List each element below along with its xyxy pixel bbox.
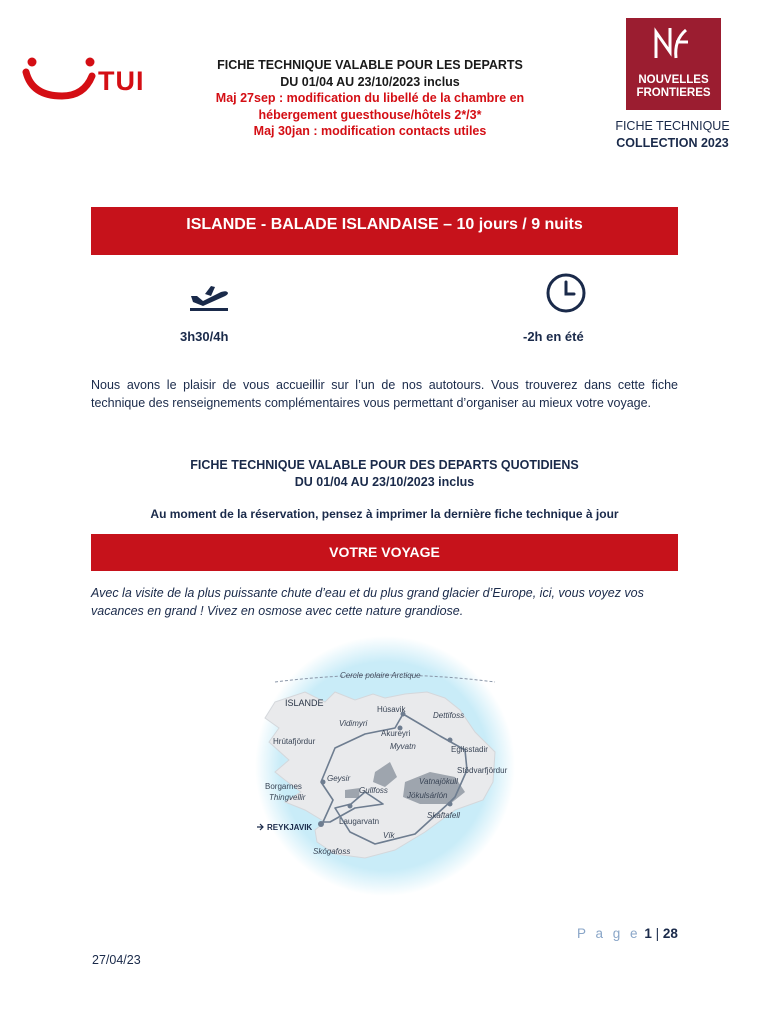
- header-line1: FICHE TECHNIQUE VALABLE POUR LES DEPARTS: [217, 58, 523, 72]
- label-husavik: Húsavik: [377, 705, 406, 714]
- label-gullfoss: Gullfoss: [359, 786, 388, 795]
- page-label: P a g e: [577, 926, 641, 941]
- label-stodvarfjordur: Stödvarfjördur: [457, 766, 508, 775]
- intro-paragraph: Nous avons le plaisir de vous accueillir sur l’un de nos autotours. Vous trouverez dans cette fiche technique des renseignements complémentaires vous permettant d’organiser au mieux votre voyage.: [91, 378, 678, 410]
- label-skaftafell: Skaftafell: [427, 811, 460, 820]
- header-block: [180, 57, 560, 140]
- label-jokulsarlon: Jökulsárlón: [407, 791, 448, 800]
- label-reykjavik: REYKJAVIK: [267, 823, 313, 832]
- stop-egilsstadir: [448, 738, 453, 743]
- collection-label: COLLECTION 2023: [616, 136, 729, 150]
- document-date: 27/04/23: [92, 953, 141, 967]
- page-separator: |: [655, 926, 663, 941]
- label-egilsstadir: Egilsstadir: [451, 745, 488, 754]
- arctic-circle-label: Cercle polaire Arctique: [340, 671, 421, 680]
- label-vidimyri: Vidimyri: [339, 719, 368, 728]
- label-geysir: Geysir: [327, 774, 351, 783]
- stop-skaftafell: [448, 802, 453, 807]
- nf-brand-line2: FRONTIERES: [636, 87, 711, 99]
- stop-gullfoss: [348, 804, 353, 809]
- update-note-1b: hébergement guesthouse/hôtels 2*/3*: [258, 107, 482, 122]
- trip-title: ISLANDE - BALADE ISLANDAISE – 10 jours / 9 nuits: [186, 216, 583, 233]
- trip-title-bar: [91, 207, 678, 255]
- validity-line1: FICHE TECHNIQUE VALABLE POUR DES DEPARTS QUOTIDIENS: [190, 458, 579, 472]
- page-total: 28: [662, 926, 678, 941]
- section-title: VOTRE VOYAGE: [329, 544, 440, 560]
- validity-notice: [91, 457, 678, 490]
- section-votre-voyage: [91, 534, 678, 571]
- label-vatnajokull: Vatnajökull: [419, 777, 458, 786]
- label-dettifoss: Dettifoss: [433, 711, 465, 720]
- label-akureyri: Akureyri: [381, 729, 411, 738]
- update-note-1a: Maj 27sep : modification du libellé de la chambre en: [215, 91, 525, 105]
- label-skogafoss: Skógafoss: [313, 847, 351, 856]
- tui-wordmark: TUI: [98, 66, 145, 96]
- stop-reykjavik: [318, 821, 324, 827]
- iceland-itinerary-map: [255, 632, 515, 900]
- stop-borgarnes: [321, 780, 326, 785]
- label-vik: Vík: [383, 831, 395, 840]
- flight-time: 3h30/4h: [180, 329, 229, 344]
- page-current: 1: [644, 926, 652, 941]
- airplane-arrival-icon: [257, 824, 263, 830]
- print-reminder: Au moment de la réservation, pensez à imprimer la dernière fiche technique à jour: [150, 507, 619, 521]
- validity-line2: DU 01/04 AU 23/10/2023 inclus: [294, 474, 475, 489]
- page-number: [577, 926, 678, 941]
- label-country: ISLANDE: [285, 698, 324, 708]
- update-note-2: Maj 30jan : modification contacts utiles: [253, 124, 487, 138]
- label-laugarvatn: Laugarvatn: [339, 817, 380, 826]
- clock-icon: [545, 272, 587, 314]
- time-difference: -2h en été: [523, 329, 584, 344]
- label-borgarnes: Borgarnes: [265, 782, 302, 791]
- label-myvatn: Myvatn: [390, 742, 416, 751]
- nouvelles-frontieres-logo: [626, 18, 721, 110]
- fiche-label: FICHE TECHNIQUE: [615, 119, 730, 133]
- nf-monogram-icon: [626, 18, 721, 74]
- nf-brand-line1: NOUVELLES: [638, 74, 709, 86]
- fiche-technique-label: [590, 118, 755, 152]
- voyage-description: Avec la visite de la plus puissante chute d’eau et du plus grand glacier d’Europe, ici, vous voyez vos vacances en grand ! Vivez en osmose avec cette nature grandiose.: [91, 586, 644, 618]
- airplane-departure-icon: [187, 282, 231, 312]
- label-hrutafjordur: Hrútafjördur: [273, 737, 316, 746]
- label-thingvellir: Thingvellir: [269, 793, 306, 802]
- header-line2: DU 01/04 AU 23/10/2023 inclus: [280, 74, 460, 89]
